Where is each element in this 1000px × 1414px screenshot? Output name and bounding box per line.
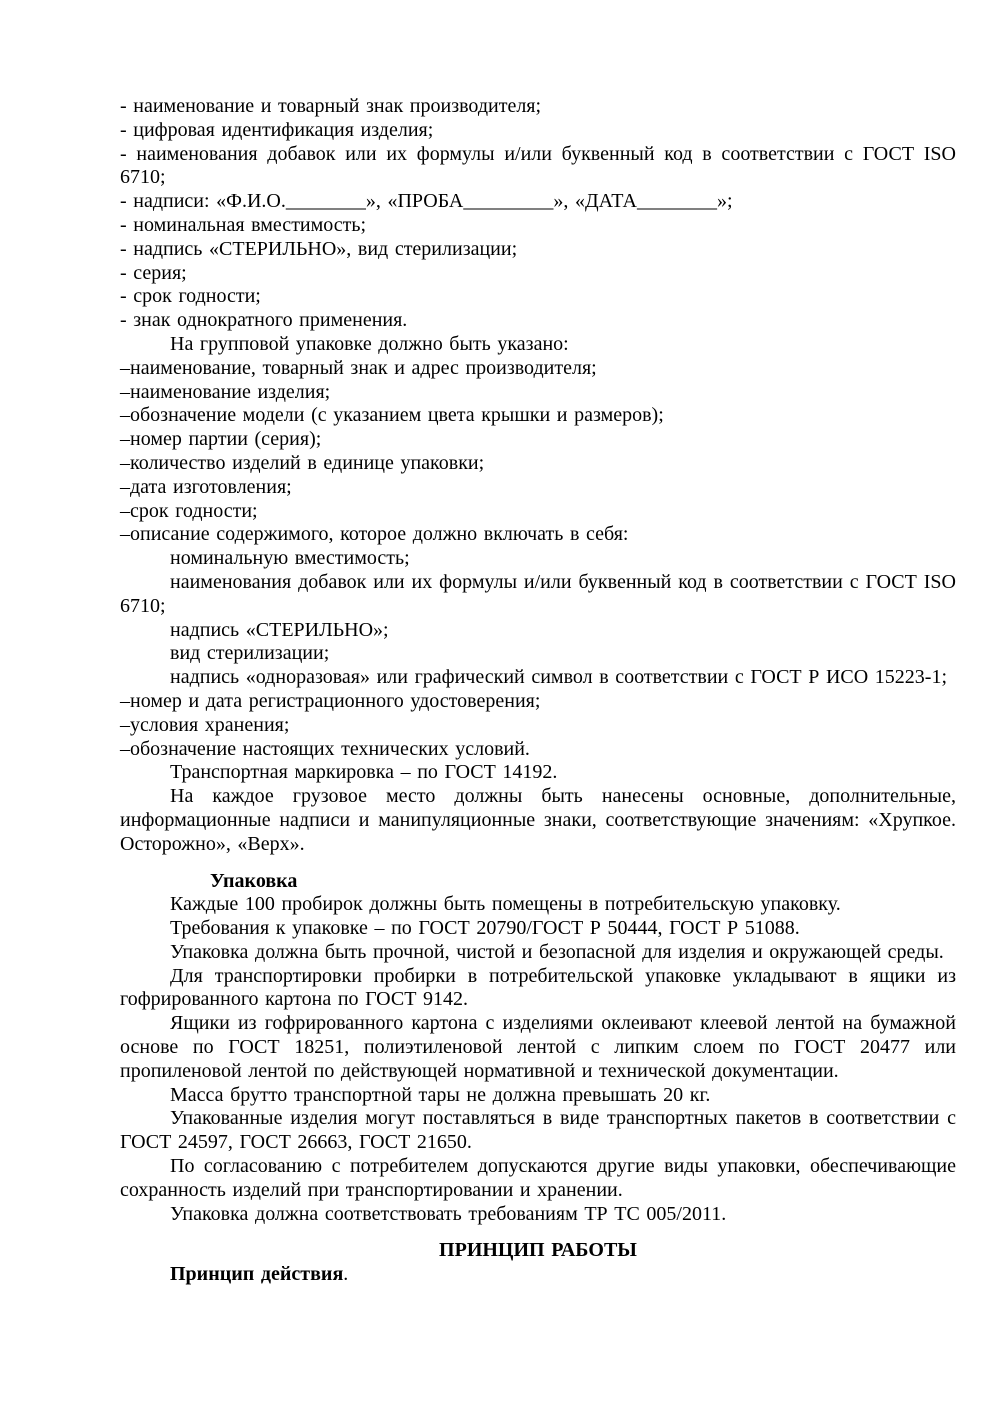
group-marking-item: –описание содержимого, которое должно включать в себя:	[120, 523, 629, 546]
marking-list-item: - срок годности;	[120, 285, 261, 308]
document-body	[120, 95, 956, 1287]
contents-sublist-item: вид стерилизации;	[170, 642, 330, 665]
packaging-paragraph: Упакованные изделия могут поставляться в виде транспортных пакетов в соответствии с ГОСТ 24597, ГОСТ 26663, ГОСТ 21650.	[120, 1107, 956, 1154]
principle-lead-bold: Принцип действия	[170, 1263, 344, 1286]
contents-sublist-item: надпись «одноразовая» или графический символ в соответствии с ГОСТ Р ИСО 15223-1;	[170, 666, 948, 689]
contents-sublist-item: наименования добавок или их формулы и/или буквенный код в соответствии с ГОСТ ISO 6710;	[120, 570, 956, 617]
packaging-paragraph: Упаковка должна быть прочной, чистой и безопасной для изделия и окружающей среды.	[170, 940, 944, 963]
principle-lead-tail: .	[343, 1263, 349, 1286]
marking-list-item: - наименования добавок или их формулы и/или буквенный код в соответствии с ГОСТ ISO 6710;	[120, 142, 956, 189]
packaging-paragraph: Каждые 100 пробирок должны быть помещены в потребительскую упаковку.	[170, 893, 841, 916]
cargo-marking-paragraph: На каждое грузовое место должны быть нанесены основные, дополнительные, информационные надписи и манипуляционные знаки, соответствующие значениям: «Хрупкое. Осторожно», «Верх».	[120, 785, 956, 855]
marking-list-item: - цифровая идентификация изделия;	[120, 118, 434, 141]
marking-list-item: - надпись «СТЕРИЛЬНО», вид стерилизации;	[120, 237, 518, 260]
group-marking-item: –номер и дата регистрационного удостоверения;	[120, 689, 541, 712]
packaging-paragraph: По согласованию с потребителем допускаются другие виды упаковки, обеспечивающие сохранность изделий при транспортировании и хранении.	[120, 1155, 956, 1201]
transport-marking-paragraph: Транспортная маркировка – по ГОСТ 14192.	[170, 761, 558, 784]
group-marking-item: –количество изделий в единице упаковки;	[120, 451, 485, 474]
packaging-paragraph: Для транспортировки пробирки в потребительской упаковке укладывают в ящики из гофрированного картона по ГОСТ 9142.	[120, 964, 956, 1011]
packaging-paragraph: Масса брутто транспортной тары не должна превышать 20 кг.	[170, 1083, 711, 1106]
principle-lead	[120, 1263, 956, 1287]
marking-list-item: - серия;	[120, 261, 187, 284]
marking-list-item: - номинальная вместимость;	[120, 213, 367, 236]
group-marking-item: –обозначение настоящих технических условий.	[120, 737, 530, 760]
packaging-paragraph: Упаковка должна соответствовать требованиям ТР ТС 005/2011.	[170, 1202, 727, 1225]
group-marking-item: –наименование, товарный знак и адрес производителя;	[120, 356, 597, 379]
marking-list-item: - надписи: «Ф.И.О.________», «ПРОБА_________», «ДАТА________»;	[120, 190, 733, 213]
marking-list-item: - наименование и товарный знак производителя;	[120, 95, 542, 117]
group-marking-item: –условия хранения;	[120, 713, 290, 736]
group-marking-item: –срок годности;	[120, 499, 258, 522]
group-marking-item: –дата изготовления;	[120, 475, 292, 498]
principle-heading: ПРИНЦИП РАБОТЫ	[439, 1239, 637, 1262]
group-marking-item: –номер партии (серия);	[120, 428, 322, 451]
contents-sublist-item: надпись «СТЕРИЛЬНО»;	[170, 618, 389, 641]
group-marking-intro: На групповой упаковке должно быть указано:	[170, 332, 569, 355]
marking-list-item: - знак однократного применения.	[120, 309, 408, 332]
group-marking-item: –обозначение модели (с указанием цвета крышки и размеров);	[120, 404, 664, 427]
group-marking-item: –наименование изделия;	[120, 380, 331, 403]
contents-sublist-item: номинальную вместимость;	[170, 547, 410, 570]
packaging-heading: Упаковка	[210, 869, 298, 892]
packaging-paragraph: Требования к упаковке – по ГОСТ 20790/ГОСТ Р 50444, ГОСТ Р 51088.	[170, 917, 800, 940]
packaging-paragraph: Ящики из гофрированного картона с изделиями оклеивают клеевой лентой на бумажной основе по ГОСТ 18251, полиэтиленовой лентой с липким слоем по ГОСТ 20477 или пропиленовой лентой по действующей нормативной и технической документации.	[120, 1012, 956, 1082]
